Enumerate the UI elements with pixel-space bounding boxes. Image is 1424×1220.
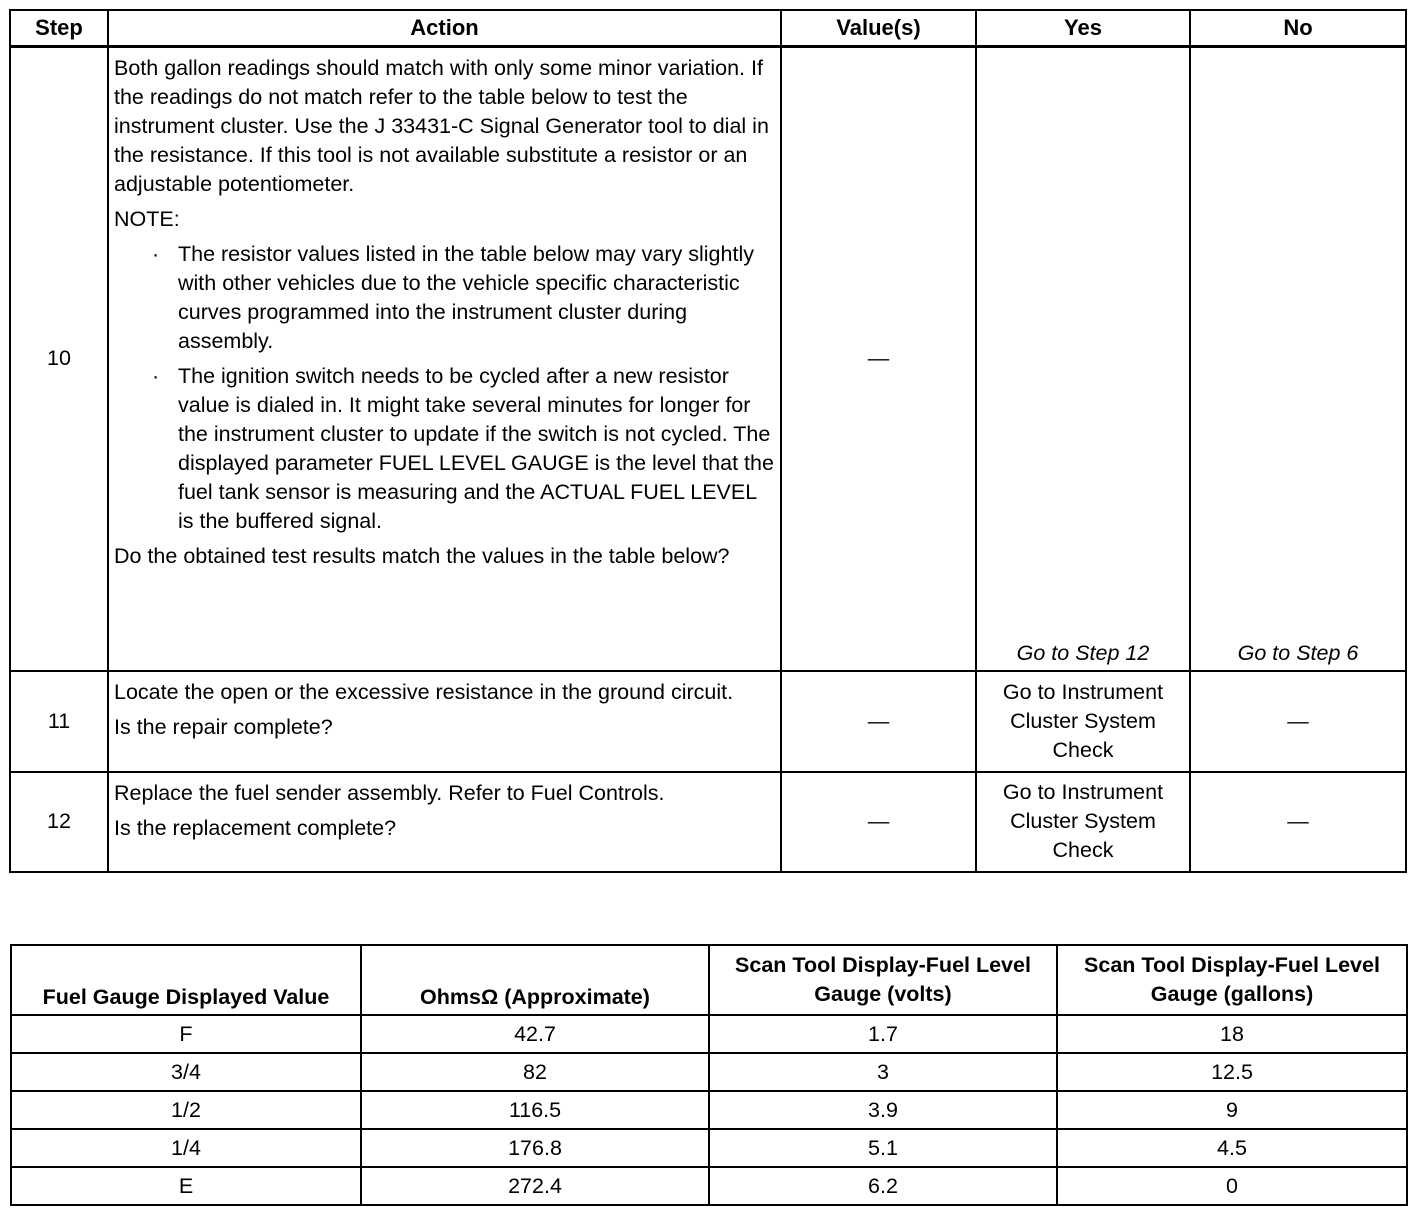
- yes-goto-link[interactable]: Go to Step 12: [976, 47, 1190, 671]
- table-row: [11, 1053, 1407, 1091]
- question-text: Do the obtained test results match the values in the table below?: [114, 544, 730, 568]
- table-row: [11, 1091, 1407, 1129]
- no-goto-link[interactable]: Go to Step 6: [1190, 47, 1406, 671]
- table-row: [11, 1129, 1407, 1167]
- note-text: The resistor values listed in the table below may vary slightly with other vehicles due to the vehicle specific characteristic curves programmed into the instrument cluster during assembly.: [178, 242, 754, 353]
- value-cell: —: [781, 671, 976, 772]
- yes-goto-link[interactable]: Go to Instrument Cluster System Check: [976, 671, 1190, 772]
- action-cell: [108, 47, 781, 671]
- note-text: The ignition switch needs to be cycled after a new resistor value is dialed in. It might take several minutes for longer for the instrument cluster to update if the switch is not cycled. The displayed parameter FUEL LEVEL GAUGE is the level that the fuel tank sensor is measuring and the ACTUAL FUEL LEVEL is the buffered signal.: [178, 364, 774, 533]
- volts-value: 3.9: [709, 1091, 1057, 1129]
- header-no: No: [1190, 10, 1406, 47]
- ohms-value: 116.5: [361, 1091, 709, 1129]
- gallons-value: 9: [1057, 1091, 1407, 1129]
- volts-value: 3: [709, 1053, 1057, 1091]
- header-volts: Scan Tool Display-Fuel Level Gauge (volts): [709, 945, 1057, 1015]
- table-row: [10, 772, 1406, 872]
- diagnostic-table: [9, 9, 1407, 873]
- action-cell: [108, 772, 781, 872]
- step-number: 12: [10, 772, 108, 872]
- bullet-icon: ·: [152, 364, 160, 388]
- note-list: [114, 240, 774, 536]
- header-step: Step: [10, 10, 108, 47]
- question-text: Is the replacement complete?: [114, 815, 397, 840]
- step-number: 11: [10, 671, 108, 772]
- ohms-value: 42.7: [361, 1015, 709, 1053]
- table-row: [11, 1167, 1407, 1205]
- list-item: [152, 240, 774, 356]
- ohms-value: 176.8: [361, 1129, 709, 1167]
- ohms-value: 272.4: [361, 1167, 709, 1205]
- action-cell: [108, 671, 781, 772]
- gauge-displayed-value: F: [11, 1015, 361, 1053]
- action-text: Both gallon readings should match with only some minor variation. If the readings do not match refer to the table below to test the instrument cluster. Use the J 33431-C Signal Generator tool to dial in the resistance. If this tool is not available substitute a resistor or an adjustable potentiometer.: [114, 56, 769, 196]
- gauge-displayed-value: E: [11, 1167, 361, 1205]
- header-displayed-value: Fuel Gauge Displayed Value: [11, 945, 361, 1015]
- volts-value: 6.2: [709, 1167, 1057, 1205]
- bullet-icon: ·: [152, 242, 160, 266]
- table-row: [11, 1015, 1407, 1053]
- value-cell: —: [781, 772, 976, 872]
- action-text: Locate the open or the excessive resistance in the ground circuit.: [114, 679, 734, 704]
- ohms-value: 82: [361, 1053, 709, 1091]
- gallons-value: 0: [1057, 1167, 1407, 1205]
- action-text: Replace the fuel sender assembly. Refer to Fuel Controls.: [114, 780, 665, 805]
- gauge-displayed-value: 1/4: [11, 1129, 361, 1167]
- volts-value: 1.7: [709, 1015, 1057, 1053]
- no-cell: —: [1190, 671, 1406, 772]
- fuel-gauge-table: [10, 944, 1408, 1206]
- header-yes: Yes: [976, 10, 1190, 47]
- gauge-displayed-value: 1/2: [11, 1091, 361, 1129]
- gallons-value: 4.5: [1057, 1129, 1407, 1167]
- table-row: [10, 47, 1406, 671]
- value-cell: —: [781, 47, 976, 671]
- table-row: [10, 671, 1406, 772]
- note-heading: NOTE:: [114, 207, 180, 231]
- diagnostic-header-row: [10, 10, 1406, 47]
- step-number: 10: [10, 47, 108, 671]
- header-ohms: OhmsΩ (Approximate): [361, 945, 709, 1015]
- header-values: Value(s): [781, 10, 976, 47]
- volts-value: 5.1: [709, 1129, 1057, 1167]
- yes-goto-link[interactable]: Go to Instrument Cluster System Check: [976, 772, 1190, 872]
- header-gallons: Scan Tool Display-Fuel Level Gauge (gallons): [1057, 945, 1407, 1015]
- list-item: [152, 362, 774, 536]
- gauge-displayed-value: 3/4: [11, 1053, 361, 1091]
- header-action: Action: [108, 10, 781, 47]
- question-text: Is the repair complete?: [114, 714, 333, 739]
- no-cell: —: [1190, 772, 1406, 872]
- gauge-header-row: [11, 945, 1407, 1015]
- gallons-value: 18: [1057, 1015, 1407, 1053]
- gallons-value: 12.5: [1057, 1053, 1407, 1091]
